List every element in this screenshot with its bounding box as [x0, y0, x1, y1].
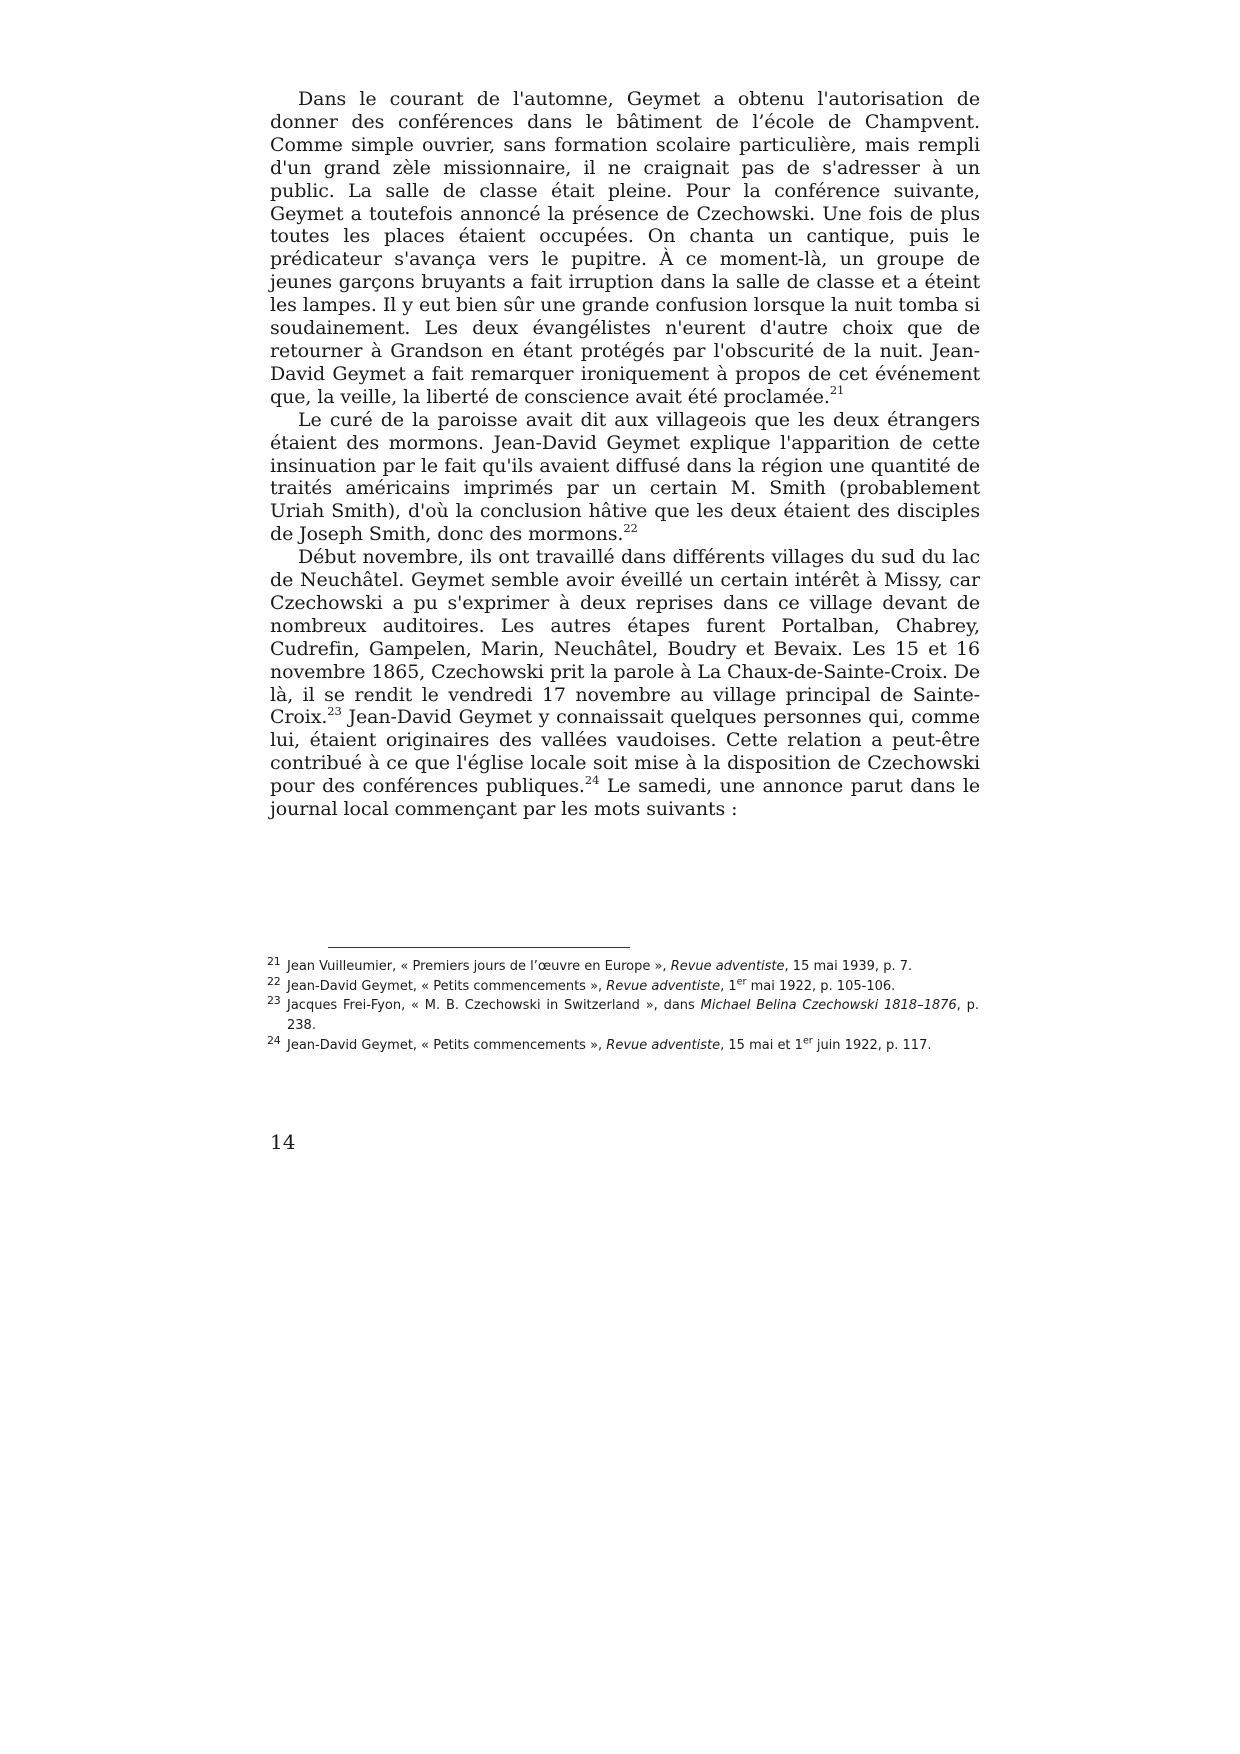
paragraph: Dans le courant de l'automne, Geymet a obtenu l'autorisation de donner des conférences dans le bâtiment de l’école de Champvent. Comme simple ouvrier, sans formation scolaire particulière, mais rempli d'un grand zèle missionnaire, il ne craignait pas de s'adresser à un public. La salle de classe était pleine. Pour la conférence suivante, Geymet a toutefois annoncé la présence de Czechowski. Une fois de plus toutes les places étaient occupées. On chanta un cantique, puis le prédicateur s'avança vers le pupitre. À ce moment-là, un groupe de jeunes garçons bruyants a fait irruption dans la salle de classe et a éteint les lampes. Il y eut bien sûr une grande confusion lorsque la nuit tomba si soudainement. Les deux évangélistes n'eurent d'autre choix que de retourner à Grandson en étant protégés par l'obscurité de la nuit. Jean-David Geymet a fait remarquer ironiquement à propos de cet événement que, la veille, la liberté de conscience avait été proclamée.$^{21}$	[270, 88, 980, 408]
paragraph: Le curé de la paroisse avait dit aux villageois que les deux étrangers étaient des mormons. Jean-David Geymet explique l'apparition de cette insinuation par le fait qu'ils avaient diffusé dans la région une quantité de traités américains imprimés par un certain M. Smith (probablement Uriah Smith), d'où la conclusion hâtive que les deux étaient des disciples de Joseph Smith, donc des mormons.$^{22}$	[270, 408, 980, 546]
ordinal-superscript: er	[802, 1035, 813, 1047]
italic-title: Revue adventiste	[606, 1037, 721, 1053]
page-number: 14	[270, 1130, 296, 1154]
footnote	[267, 1033, 979, 1056]
footnote	[267, 974, 979, 997]
footnote-text: Jean Vuilleumier, « Premiers jours de l’œuvre en Europe », Revue adventiste, 15 mai 1939, p. 7.	[287, 959, 913, 974]
footnote-separator	[328, 947, 630, 948]
italic-title: Michael Belina Czechowski 1818–1876	[700, 998, 957, 1014]
footnotes	[267, 957, 979, 1056]
footnote	[267, 957, 979, 977]
footnote-text: Jean-David Geymet, « Petits commencements », Revue adventiste, 1er mai 1922, p. 105-106.	[287, 976, 896, 994]
footnote-number: 22	[267, 974, 281, 988]
body-text	[270, 88, 980, 821]
footnote-reference: 24	[584, 772, 600, 787]
italic-title: Revue adventiste	[606, 978, 721, 994]
footnote	[267, 996, 979, 1035]
footnote-text: Jacques Frei-Fyon, « M. B. Czechowski in Switzerland », dans Michael Belina Czechowski 1818–1876, p. 238.	[287, 998, 979, 1034]
footnote-reference: 21	[829, 383, 845, 398]
footnote-number: 21	[267, 955, 281, 968]
footnote-number: 24	[267, 1033, 281, 1047]
footnote-reference: 22	[623, 520, 638, 535]
italic-title: Revue adventiste	[670, 959, 785, 974]
ordinal-superscript: er	[736, 976, 747, 988]
footnote-reference: 23	[327, 704, 342, 719]
paragraph: Début novembre, ils ont travaillé dans différents villages du sud du lac de Neuchâtel. Geymet semble avoir éveillé un certain intérêt à Missy, car Czechowski a pu s'exprimer à deux reprises dans ce village devant de nombreux auditoires. Les autres étapes furent Portalban, Chabrey, Cudrefin, Gampelen, Marin, Neuchâtel, Boudry et Bevaix. Les 15 et 16 novembre 1865, Czechowski prit la parole à La Chaux-de-Sainte-Croix. De là, il se rendit le vendredi 17 novembre au village principal de Sainte-Croix.$^{23}$ Jean-David Geymet y connaissait quelques personnes qui, comme lui, étaient originaires des vallées vaudoises. Cette relation a peut-être contribué à ce que l'église locale soit mise à la disposition de Czechowski pour des conférences publiques.$^{24}$ Le samedi, une annonce parut dans le journal local commençant par les mots suivants :	[270, 546, 980, 821]
footnote-text: Jean-David Geymet, « Petits commencements », Revue adventiste, 15 mai et 1er juin 1922, p. 117.	[287, 1035, 932, 1053]
footnote-number: 23	[267, 994, 281, 1008]
